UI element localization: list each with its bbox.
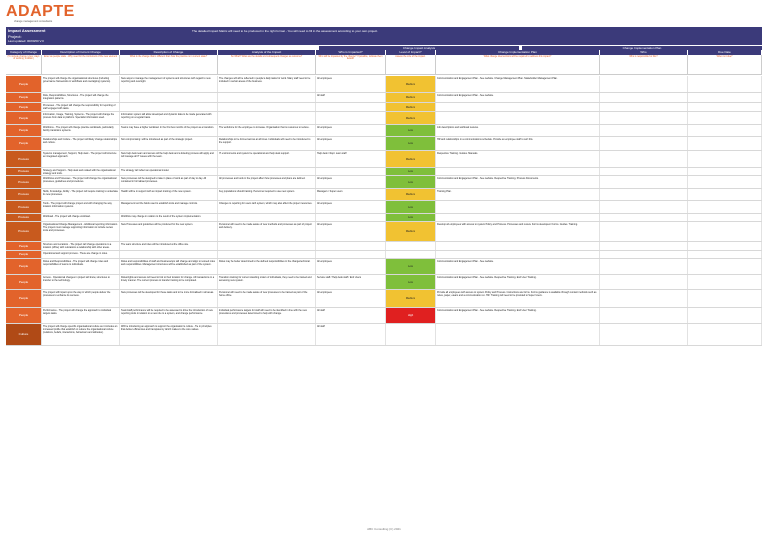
who2-cell bbox=[600, 242, 688, 250]
who-cell: All employees bbox=[316, 76, 386, 92]
current-cell: Operational and support process - There are change in roles. bbox=[42, 251, 120, 258]
plan-cell: Training Plan. bbox=[436, 189, 600, 200]
analysis-cell: Personnel will need to be made aware of new processes to be trained as part of the home office. bbox=[218, 290, 316, 307]
current-cell: The project will change the organisational structures (including governance frameworks in workflows and overlapping systems). bbox=[42, 76, 120, 92]
change-cell: The team structure and roles will be introduced at the office site. bbox=[120, 242, 218, 250]
current-cell: Workforce - The project will change practice workloads, particularly facility transitions systems. bbox=[42, 125, 120, 136]
category-cell: Process bbox=[6, 168, 42, 175]
due-cell bbox=[688, 290, 762, 307]
table-row bbox=[6, 222, 762, 242]
table-row bbox=[6, 251, 762, 259]
who-cell: All employees bbox=[316, 125, 386, 136]
analysis-cell bbox=[218, 251, 316, 258]
group-implementation-plan: Change Implementation Plan bbox=[522, 46, 762, 50]
analysis-cell: The changes will all be reflected in people's daily tasks for work. Many staff need to be included in certain areas of the business. bbox=[218, 76, 316, 92]
impact-level-badge: Medium bbox=[386, 151, 436, 167]
column-header: Description of Current Change bbox=[42, 50, 120, 55]
table-row bbox=[6, 93, 762, 103]
plan-cell bbox=[436, 201, 600, 213]
category-cell: Process bbox=[6, 201, 42, 213]
analysis-cell bbox=[218, 93, 316, 102]
plan-cell: Communication and Engagement Plan - See website. Respective Training. End User Training. bbox=[436, 308, 600, 323]
plan-cell bbox=[436, 168, 600, 175]
who2-cell bbox=[600, 189, 688, 200]
current-cell: Performance - The project will change the approach to individual targets tasks. bbox=[42, 308, 120, 323]
due-cell bbox=[688, 201, 762, 213]
category-cell: Process bbox=[6, 222, 42, 241]
analysis-cell: Relationships to be formed across at all times. Individuals will need to be introduced to the support. bbox=[218, 137, 316, 150]
due-cell bbox=[688, 76, 762, 92]
table-row bbox=[6, 112, 762, 125]
who-cell: All employees bbox=[316, 290, 386, 307]
impact-level-badge: Low bbox=[386, 176, 436, 188]
category-cell: People bbox=[6, 137, 42, 150]
impact-level-badge: Medium bbox=[386, 103, 436, 111]
header-note: The detailed Impact Matrix will need to be produced in the right format - You will need to fill in the assessment according to your own project. bbox=[192, 29, 378, 33]
plan-cell bbox=[436, 251, 600, 258]
who2-cell bbox=[600, 76, 688, 92]
column-description: When is it due? bbox=[688, 55, 762, 75]
current-cell: The project will change specific organisational culture as it includes an increased profile that establish or reduce the organisational culture (relations, beliefs, interactions, behaviours and attitudes). bbox=[42, 324, 120, 345]
who-cell bbox=[316, 251, 386, 258]
plan-cell: Job descriptions and workload reviews. bbox=[436, 125, 600, 136]
change-cell: Will be introducing an approach to support the organisation's culture - Tie in principles that deliver efficiencies and transparency which makes to the core values. bbox=[120, 324, 218, 345]
table-row bbox=[6, 76, 762, 93]
table-row bbox=[6, 151, 762, 168]
column-description: Who will be impacted by the change? If possible, indicate them details. bbox=[316, 55, 386, 75]
analysis-cell bbox=[218, 168, 316, 175]
change-cell: Management tool the fields used to establish tools and manage controls. bbox=[120, 201, 218, 213]
logo-tagline: change management consultants bbox=[14, 20, 53, 23]
who2-cell bbox=[600, 125, 688, 136]
table-row bbox=[6, 242, 762, 251]
analysis-cell bbox=[218, 324, 316, 345]
change-cell: New help desk team and access will be help desk and a ticketing process will apply and will manage all IT issues with the team. bbox=[120, 151, 218, 167]
plan-cell bbox=[436, 103, 600, 111]
analysis-cell: Changes to reporting for users with system, which may also affect the project resources. bbox=[218, 201, 316, 213]
category-cell: People bbox=[6, 103, 42, 111]
plan-cell: HR and relationships in a communications schedule. Provide an employee staff to sort this. bbox=[436, 137, 600, 150]
due-cell bbox=[688, 251, 762, 258]
due-cell bbox=[688, 222, 762, 241]
table-row bbox=[6, 290, 762, 308]
current-cell: Roles and Responsibilities - The project will change roles and responsibilities of teams to individuals. bbox=[42, 259, 120, 274]
who2-cell bbox=[600, 93, 688, 102]
column-header: Analysis of the Impact bbox=[218, 50, 316, 55]
impact-level-badge: Medium bbox=[386, 112, 436, 124]
impact-level-badge: Low bbox=[386, 214, 436, 221]
due-cell bbox=[688, 93, 762, 102]
who2-cell bbox=[600, 290, 688, 307]
category-cell: Process bbox=[6, 189, 42, 200]
plan-cell bbox=[436, 242, 600, 250]
plan-cell bbox=[436, 324, 600, 345]
category-cell: People bbox=[6, 112, 42, 124]
who2-cell bbox=[600, 103, 688, 111]
column-description: So What? What are the details and subsequent changes as outcome? bbox=[218, 55, 316, 75]
change-cell: New processes will be designed to take in place of work as part of day to day. All contained in formalised processes. bbox=[120, 176, 218, 188]
due-cell bbox=[688, 168, 762, 175]
due-cell bbox=[688, 125, 762, 136]
current-cell: Access - Operational changes in project will know, structures to transfer to the technology. bbox=[42, 275, 120, 289]
current-cell: Systems management, Support, Help desk - The project will structure an integrated approach. bbox=[42, 151, 120, 167]
current-cell: Workload - The project will change workload. bbox=[42, 214, 120, 221]
project-label: Project: bbox=[8, 34, 22, 39]
due-cell bbox=[688, 103, 762, 111]
table-row bbox=[6, 214, 762, 222]
current-cell: Role, Responsibilities, Structures - The project will change the integration patterns. bbox=[42, 93, 120, 102]
column-description: (To include change types: ways of working, location) bbox=[6, 55, 42, 75]
plan-cell: Develop all employees with access to system Policy and Process. Processes and review. Forms developed. Forms. Guides. Training. bbox=[436, 222, 600, 241]
who-cell bbox=[316, 242, 386, 250]
column-header: Who bbox=[600, 50, 688, 55]
who2-cell bbox=[600, 168, 688, 175]
current-cell: Tools - The project will change project and with changing the way location information systems. bbox=[42, 201, 120, 213]
due-cell bbox=[688, 112, 762, 124]
impact-level-badge: Low bbox=[386, 125, 436, 136]
who2-cell bbox=[600, 112, 688, 124]
column-description: Who is responsible for this? bbox=[600, 55, 688, 75]
impact-level-badge: Low bbox=[386, 201, 436, 213]
plan-cell: Communication and Engagement Plan - See website. Change Management Plan. Stakeholder Management Plan. bbox=[436, 76, 600, 92]
change-cell: Roles/rights and access will need to link to their location for change. All transactions in a timely manner. The current process to transfer training to be completed. bbox=[120, 275, 218, 289]
category-cell: Process bbox=[6, 176, 42, 188]
table-row bbox=[6, 125, 762, 137]
plan-cell: Communication and Engagement Plan - See website. bbox=[436, 259, 600, 274]
who-cell: All employees bbox=[316, 201, 386, 213]
column-description: Enter as people scale - Why need for the instrument of the new element bbox=[42, 55, 120, 75]
table-row bbox=[6, 275, 762, 290]
who-cell: All employees bbox=[316, 137, 386, 150]
plan-cell: Respective Training. Guides. Manuals. bbox=[436, 151, 600, 167]
adapte-logo bbox=[6, 3, 76, 25]
analysis-cell bbox=[218, 242, 316, 250]
analysis-cell: The workforce for the employee to increase. Organisation that is resources to reduce. bbox=[218, 125, 316, 136]
change-cell: The strategy will reflect an operational model. bbox=[120, 168, 218, 175]
who2-cell bbox=[600, 201, 688, 213]
plan-cell bbox=[436, 214, 600, 221]
current-cell: Relationships and Culture - The project will likely change relationships and culture. bbox=[42, 137, 120, 150]
current-cell: Information, Usage, Training, Systems - The project will change the process from data to platform. Specialist information used. bbox=[42, 112, 120, 124]
due-cell bbox=[688, 176, 762, 188]
who-cell: All staff bbox=[316, 324, 386, 345]
who-cell: Service staff / Help desk staff / End Users bbox=[316, 275, 386, 289]
category-cell: People bbox=[6, 93, 42, 102]
column-header: Due Date bbox=[688, 50, 762, 55]
due-cell bbox=[688, 275, 762, 289]
table-row bbox=[6, 259, 762, 275]
impact-level-badge: Medium bbox=[386, 222, 436, 241]
who-cell bbox=[316, 168, 386, 175]
who-cell: All staff bbox=[316, 308, 386, 323]
plan-cell bbox=[436, 112, 600, 124]
column-header: Category of Change bbox=[6, 50, 42, 55]
table-row bbox=[6, 189, 762, 201]
who-cell bbox=[316, 103, 386, 111]
change-cell: Information system will allow developed and dynamic data to be made generated with reporting on a regular basis. bbox=[120, 112, 218, 124]
column-description: What change interventions will be required to address this impact? bbox=[436, 55, 600, 75]
analysis-cell: Key populations should training. Personnel required to use new system. bbox=[218, 189, 316, 200]
footer-text: ABC Consulting (C) 2021 bbox=[367, 527, 401, 531]
category-cell: People bbox=[6, 125, 42, 136]
category-cell: People bbox=[6, 76, 42, 92]
current-cell: Skills, Knowledge, Ability - The project will require training to undertake its new processes. bbox=[42, 189, 120, 200]
column-header: Description of Change bbox=[120, 50, 218, 55]
who-cell: All employees bbox=[316, 222, 386, 241]
table-row bbox=[6, 324, 762, 346]
due-cell bbox=[688, 242, 762, 250]
change-cell bbox=[120, 251, 218, 258]
category-cell: People bbox=[6, 259, 42, 274]
table-row bbox=[6, 137, 762, 151]
impact-level-badge: Medium bbox=[386, 76, 436, 92]
who2-cell bbox=[600, 308, 688, 323]
who-cell bbox=[316, 214, 386, 221]
due-cell bbox=[688, 189, 762, 200]
current-cell: Organisational Change Management - Additional reporting information. The project must manage supporting information to include review tools and processes. bbox=[42, 222, 120, 241]
change-cell: Workflow may change in relation to the result of the system implementation. bbox=[120, 214, 218, 221]
category-cell: People bbox=[6, 242, 42, 250]
change-cell: Roles and responsibilities of staff and business/ups will change and align to revised roles and responsibilities. Management structures will be established as part of the system. bbox=[120, 259, 218, 274]
who-cell: All employees bbox=[316, 259, 386, 274]
document-title: Impact Assessment bbox=[8, 28, 46, 33]
change-cell: Teams may have a higher workload. In the first few months of the project as a transition. bbox=[120, 125, 218, 136]
category-cell: People bbox=[6, 251, 42, 258]
analysis-cell bbox=[218, 214, 316, 221]
analysis-cell: Individual performance targets for staff will need to be identified in line with the new procedures and processes determined to help with change. bbox=[218, 308, 316, 323]
analysis-cell: IT environments and system be operational and help desk support. bbox=[218, 151, 316, 167]
analysis-cell bbox=[218, 103, 316, 111]
who2-cell bbox=[600, 176, 688, 188]
category-cell: Process bbox=[6, 151, 42, 167]
change-cell bbox=[120, 93, 218, 102]
logo-wordmark: ADAPTE bbox=[6, 3, 75, 20]
due-cell bbox=[688, 151, 762, 167]
change-cell: Not compromising: will be introduced as part of the strategic project. bbox=[120, 137, 218, 150]
change-cell: Team/staff performance will be required to be assessed to drive the introduction of new reporting tools in relation to a new role to a system, and change performance. bbox=[120, 308, 218, 323]
who-cell: All staff bbox=[316, 93, 386, 102]
impact-level-badge: Low bbox=[386, 275, 436, 289]
change-cell: Health will be in support with an impact training of the new system. bbox=[120, 189, 218, 200]
due-cell bbox=[688, 137, 762, 150]
who-cell bbox=[316, 112, 386, 124]
who2-cell bbox=[600, 251, 688, 258]
who2-cell bbox=[600, 324, 688, 345]
category-cell: People bbox=[6, 308, 42, 323]
table-row bbox=[6, 168, 762, 176]
plan-cell: Communication and Engagement Plan - See website. bbox=[436, 93, 600, 102]
impact-level-badge: Medium bbox=[386, 290, 436, 307]
impact-level-badge: Low bbox=[386, 168, 436, 175]
column-header: Change Implementation Plan bbox=[436, 50, 600, 55]
current-cell: Processes - The project will change the responsibility for reporting of staff engaged with tasks. bbox=[42, 103, 120, 111]
change-cell bbox=[120, 103, 218, 111]
document-header bbox=[6, 27, 762, 45]
due-cell bbox=[688, 259, 762, 274]
current-cell: Workflows and Processes - The project will change the organisational processes, guidelines and procedures. bbox=[42, 176, 120, 188]
category-cell: People bbox=[6, 290, 42, 307]
current-cell: Structure and Locations - The project will change operations to a location (office) with relocations a relationship with other areas. bbox=[42, 242, 120, 250]
impact-level-badge bbox=[386, 242, 436, 250]
plan-cell: Provide all employees with access to system Policy and Process. Instructions are forms. Forms guidance is available through contact methods such as notes, paper, eteam and a communication co. HR. Training will need to be provided to Super Users. bbox=[436, 290, 600, 307]
table-row bbox=[6, 201, 762, 214]
group-impact-analysis: Change Impact Analysis bbox=[319, 46, 519, 50]
analysis-cell bbox=[218, 112, 316, 124]
who2-cell bbox=[600, 259, 688, 274]
who-cell: All employees bbox=[316, 176, 386, 188]
analysis-cell: Roles may be better determined to the defined responsibilities in the change/technical. bbox=[218, 259, 316, 274]
column-description: Assess the size of the impact. bbox=[386, 55, 436, 75]
table-row bbox=[6, 308, 762, 324]
who2-cell bbox=[600, 137, 688, 150]
analysis-cell: Transition training for current standing orders of individuals, they need to be trained and accessing new system. bbox=[218, 275, 316, 289]
category-cell: People bbox=[6, 275, 42, 289]
who-cell: Managers / Super users bbox=[316, 189, 386, 200]
impact-level-badge: Medium bbox=[386, 189, 436, 200]
category-cell: Culture bbox=[6, 324, 42, 345]
who-cell: Help desk / Repr. team staff bbox=[316, 151, 386, 167]
change-cell: New Processes and guidelines will be produced for the new system. bbox=[120, 222, 218, 241]
who2-cell bbox=[600, 222, 688, 241]
column-header: Level of Impact? bbox=[386, 50, 436, 55]
due-cell bbox=[688, 308, 762, 323]
column-description: What is the change that is different than how the practice is in current state? bbox=[120, 55, 218, 75]
impact-level-badge bbox=[386, 251, 436, 258]
change-cell: New ways to manage the management of systems and structures with regard to new reporting and oversight. bbox=[120, 76, 218, 92]
impact-level-badge: Low bbox=[386, 259, 436, 274]
analysis-cell: Personnel will need to be made aware of new methods and processes as part of project and delivery. bbox=[218, 222, 316, 241]
change-cell: New processes will be developed for these tasks and to be more formalised in all areas. bbox=[120, 290, 218, 307]
who2-cell bbox=[600, 214, 688, 221]
plan-cell: Communication and Engagement Plan - See website. Respective Training. End User Training. bbox=[436, 275, 600, 289]
analysis-cell: All processes and tools in the project affect how processes and plans are defined. bbox=[218, 176, 316, 188]
current-cell: Strategy and Support - Help desk and related with the organisational strategy and tools. bbox=[42, 168, 120, 175]
impact-level-badge: Medium bbox=[386, 93, 436, 102]
category-cell: Process bbox=[6, 214, 42, 221]
column-header: Who is Impacted? bbox=[316, 50, 386, 55]
due-cell bbox=[688, 324, 762, 345]
table-row bbox=[6, 103, 762, 112]
current-cell: The project will impact upon the way in which people deliver the processes to enhance its success. bbox=[42, 290, 120, 307]
impact-level-badge: Low bbox=[386, 137, 436, 150]
version-label: Last updated: 00/00/00 V.0 bbox=[8, 39, 44, 43]
who2-cell bbox=[600, 275, 688, 289]
impact-level-badge: High bbox=[386, 308, 436, 323]
who2-cell bbox=[600, 151, 688, 167]
table-row bbox=[6, 176, 762, 189]
due-cell bbox=[688, 214, 762, 221]
plan-cell: Communication and Engagement Plan - See website. Respective Training. Process Documents. bbox=[436, 176, 600, 188]
impact-level-badge bbox=[386, 324, 436, 345]
